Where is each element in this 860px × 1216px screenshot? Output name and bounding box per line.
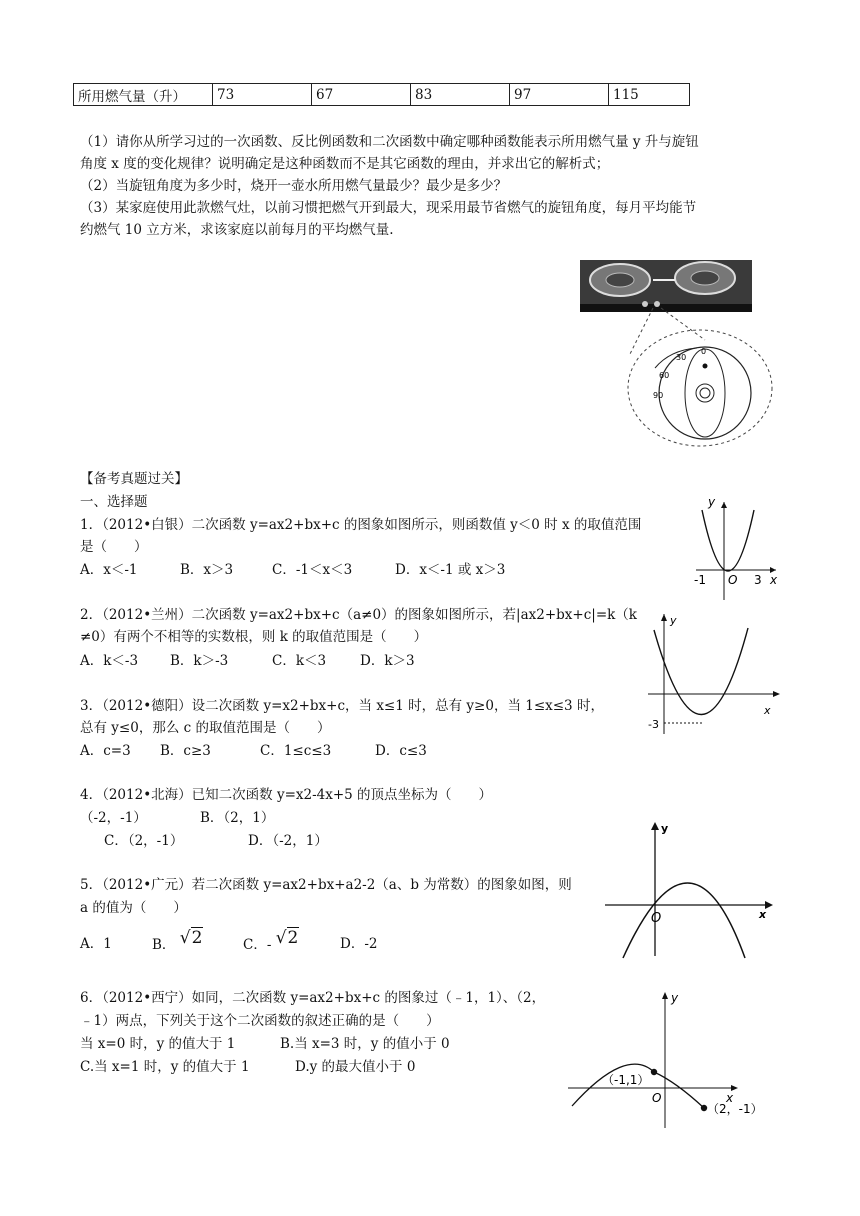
dial-label-60: 60: [659, 371, 670, 380]
option-a: （-2，-1）: [80, 810, 147, 826]
question-3-line-2: 约燃气 10 立方米，求该家庭以前每月的平均燃气量.: [80, 222, 394, 238]
table-row: [74, 84, 690, 106]
fuel-table: [73, 83, 690, 106]
question-1-line-2: 角度 x 度的变化规律？说明确定是这种函数而不是其它函数的理由，并求出它的解析式；: [80, 156, 610, 172]
table-cell: 73: [213, 84, 312, 106]
option-b: B．（2，1）: [200, 810, 275, 826]
mc-question-3-line-1: 3．（2012•德阳）设二次函数 y=x2+bx+c，当 x≤1 时，总有 y≥0，当 1≤x≤3 时，: [80, 698, 604, 714]
table-cell: 83: [411, 84, 510, 106]
mc-question-2-line-1: 2．（2012•兰州）二次函数 y=ax2+bx+c（a≠0）的图象如图所示，若|ax2+bx+c|=k（k: [80, 607, 637, 623]
y-axis-label: y: [708, 495, 716, 509]
table-label-cell: 所用燃气量（升）: [74, 84, 213, 106]
option-a: A．k＜-3: [80, 653, 139, 669]
knob-icon: [642, 301, 648, 307]
stove-figure: [575, 258, 775, 458]
option-a: A．c=3: [80, 743, 131, 759]
sqrt-symbol: √2: [179, 928, 203, 948]
y-axis-label: y: [671, 991, 679, 1005]
mc-question-1-line-2: 是（ ）: [80, 539, 148, 555]
option-c: C．- √2: [243, 928, 299, 953]
option-a: A．x＜-1: [80, 562, 138, 578]
origin-label: O: [728, 573, 738, 587]
mc-question-5-line-1: 5．（2012•广元）若二次函数 y=ax2+bx+a2-2（a、b 为常数）的图象如图，则: [80, 877, 572, 893]
mc-question-3-line-2: 总有 y≤0，那么 c 的取值范围是（ ）: [80, 720, 331, 736]
option-c: C．1≤c≤3: [260, 743, 332, 759]
origin-label: O: [651, 911, 662, 926]
question-2: （2）当旋钮角度为多少时，烧开一壶水所用燃气量最少？最少是多少？: [80, 178, 508, 194]
dial: [659, 347, 751, 439]
mc-question-4-line-1: 4．（2012•北海）已知二次函数 y=x2-4x+5 的顶点坐标为（ ）: [80, 787, 493, 803]
option-c: C．k＜3: [272, 653, 327, 669]
option-d: D．（-2，1）: [248, 833, 328, 849]
mc-question-6-line-2: ﹣1）两点，下列关于这个二次函数的叙述正确的是（ ）: [80, 1013, 440, 1029]
x-axis-label: x: [770, 573, 778, 587]
point-a: [651, 1069, 657, 1075]
radicand: 2: [287, 928, 299, 948]
question-1-line-1: （1）请你从所学习过的一次函数、反比例函数和二次函数中确定哪种函数能表示所用燃气量 y 升与旋钮: [80, 134, 699, 150]
root-label-left: -1: [694, 573, 706, 587]
parabola: [654, 628, 748, 715]
y-axis-label: y: [661, 822, 669, 835]
option-a: 当 x=0 时，y 的值大于 1: [80, 1036, 236, 1052]
section-title: 【备考真题过关】: [80, 471, 188, 487]
mc-question-5-line-2: a 的值为（ ）: [80, 900, 187, 916]
graph-q6: [566, 988, 778, 1130]
x-axis-label: x: [759, 908, 767, 921]
table-cell: 97: [510, 84, 609, 106]
option-b: B.当 x=3 时，y 的值小于 0: [280, 1036, 450, 1052]
radicand: 2: [191, 928, 203, 948]
origin-label: O: [652, 1091, 662, 1105]
dial-label-90: 90: [653, 391, 664, 400]
option-b: B．x＞3: [180, 562, 234, 578]
option-d: D．-2: [340, 936, 378, 952]
option-d: D．c≤3: [375, 743, 427, 759]
option-d: D．x＜-1 或 x＞3: [395, 562, 506, 578]
graph-q5: [603, 818, 778, 960]
question-3-line-1: （3）某家庭使用此款燃气灶，以前习惯把燃气开到最大，现采用最节省燃气的旋钮角度，每月平均能节: [80, 200, 697, 216]
parabola: [702, 510, 754, 571]
option-d: D.y 的最大值小于 0: [295, 1059, 416, 1075]
y-axis-label: y: [670, 614, 677, 627]
root-label-right: 3: [754, 573, 762, 587]
min-value-label: -3: [648, 718, 659, 731]
point-b-label: （2，-1）: [707, 1102, 763, 1116]
mc-question-2-line-2: ≠0）有两个不相等的实数根，则 k 的取值范围是（ ）: [80, 629, 428, 645]
dial-label-30: 30: [676, 353, 687, 362]
table-cell: 115: [609, 84, 690, 106]
mc-question-1-line-1: 1．（2012•白银）二次函数 y=ax2+bx+c 的图象如图所示，则函数值 y＜0 时 x 的取值范围: [80, 517, 642, 533]
graph-q2: [644, 610, 789, 738]
graph-q1: [688, 492, 788, 604]
x-axis-label: x: [764, 704, 771, 717]
x-axis-label: x: [726, 1091, 734, 1105]
section-subtitle: 一、选择题: [80, 494, 148, 510]
option-c: C．-1＜x＜3: [272, 562, 353, 578]
option-b: B．k＞-3: [170, 653, 229, 669]
option-c: C．（2，-1）: [104, 833, 184, 849]
dial-label-0: 0: [701, 347, 707, 356]
option-b: B． √2: [152, 928, 203, 953]
option-a: A．1: [80, 936, 112, 952]
point-a-label: （-1,1）: [602, 1073, 650, 1087]
stove-base: [580, 304, 752, 312]
mc-question-6-line-1: 6．（2012•西宁）如同，二次函数 y=ax2+bx+c 的图象过（﹣1，1）、（2，: [80, 990, 546, 1006]
parabola: [623, 883, 745, 958]
table-cell: 67: [312, 84, 411, 106]
option-d: D．k＞3: [360, 653, 415, 669]
option-b: B．c≥3: [160, 743, 211, 759]
option-c: C.当 x=1 时，y 的值大于 1: [80, 1059, 250, 1075]
sqrt-symbol: √2: [275, 928, 299, 948]
